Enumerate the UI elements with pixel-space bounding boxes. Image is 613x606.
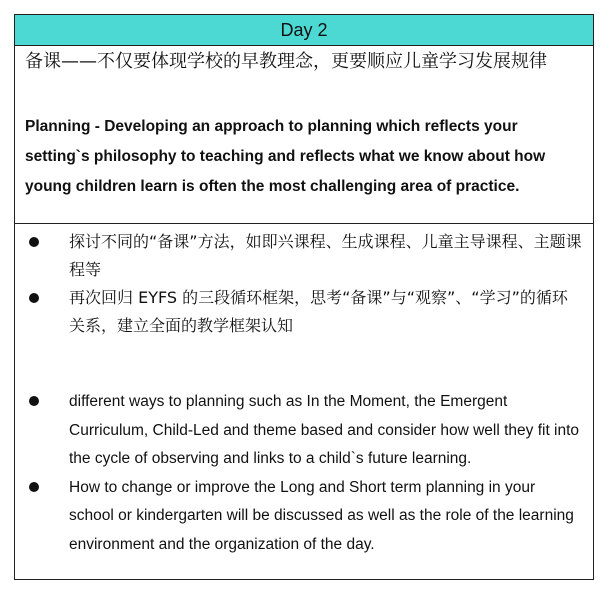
bullet-icon (29, 396, 39, 406)
list-item (25, 474, 583, 560)
day-title: Day 2 (280, 19, 328, 40)
bullet-icon (29, 293, 39, 303)
bullet-icon (29, 482, 39, 492)
list-item (25, 388, 583, 474)
planning-description: Planning - Developing an approach to planning which reflects your setting`s philosophy to teaching and reflects what we know about how young children learn is often the most challenging area of practice. (25, 118, 546, 195)
bullet-text-cn-1: 探讨不同的“备课”方法，如即兴课程、生成课程、儿童主导课程、主题课程等 (69, 232, 582, 279)
bullet-text-en-1: different ways to planning such as In the Moment, the Emergent Curriculum, Child-Led and theme based and consider how well they fit into the cycle of observing and links to a child`s future learning. (69, 393, 580, 467)
list-item (25, 284, 583, 340)
bullet-text-en-2: How to change or improve the Long and Short term planning in your school or kindergarten will be discussed as well as the role of the learning environment and the organization of the day. (69, 478, 574, 553)
chinese-title: 备课——不仅要体现学校的早教理念，更要顺应儿童学习发展规律 (25, 51, 547, 72)
bullet-icon (29, 237, 39, 247)
list-item (25, 228, 583, 284)
day-header (15, 15, 593, 46)
bullets-section (15, 224, 593, 559)
intro-section (15, 46, 593, 224)
bullet-text-cn-2: 再次回归 EYFS 的三段循环框架，思考“备课”与“观察”、“学习”的循环关系，建立全面的教学框架认知 (69, 288, 568, 335)
course-table (14, 14, 594, 580)
